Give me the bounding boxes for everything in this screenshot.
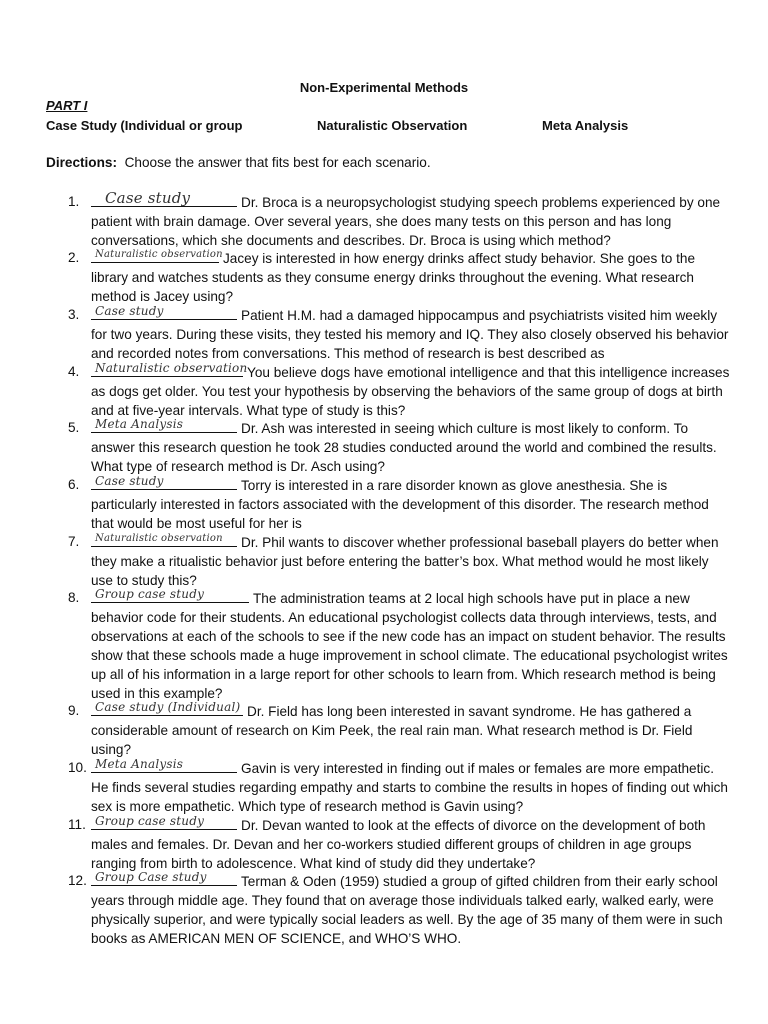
question-text-block	[91, 305, 731, 363]
question-text-block	[91, 248, 731, 306]
question-text-block	[91, 418, 731, 476]
question-text: Dr. Broca is a neuropsychologist studying speech problems experienced by one patient with brain damage. Over several years, she does many tests on this person and has long conversations, which she documents and describes. Dr. Broca is using which method?	[91, 195, 721, 248]
question-text: Gavin is very interested in finding out if males or females are more empathetic. He finds several studies regarding empathy and starts to combine the results in hopes of finding out which sex is more empathetic. Which type of research method is Gavin using?	[91, 761, 728, 814]
part-heading: PART I	[46, 98, 88, 113]
answer-blank[interactable]	[91, 475, 237, 490]
question-text: The administration teams at 2 local high schools have put in place a new behavior code for their students. An educational psychologist collects data through interviews, tests, and observations at each of the schools to see if the new code has an impact on student behavior. The results show that these schools made a huge improvement in school climate. The educational psychologist writes up all of his information in a large report for other schools to learn from. Which research method is being used in this example?	[91, 591, 728, 701]
page-title: Non-Experimental Methods	[299, 80, 469, 95]
question-number: 4.	[68, 364, 80, 379]
handwritten-answer: Naturalistic observation	[95, 533, 223, 544]
answer-blank[interactable]	[91, 815, 237, 830]
directions-text: Choose the answer that fits best for each scenario.	[124, 155, 431, 170]
question-text: Patient H.M. had a damaged hippocampus and psychiatrists visited him weekly for two years. During these visits, they tested his memory and IQ. They also closely observed his behavior and recorded notes from conversations. This method of research is best described as	[91, 308, 729, 361]
handwritten-answer: Meta Analysis	[95, 417, 184, 431]
question-text-block	[91, 815, 731, 873]
directions	[46, 155, 431, 170]
handwritten-answer: Group case study	[95, 814, 205, 828]
handwritten-answer: Group Case study	[95, 870, 207, 884]
question-number: 1.	[68, 194, 80, 209]
question-text-block	[91, 532, 731, 590]
question-text: You believe dogs have emotional intelligence and that this intelligence increases as dogs get older. You test your hypothesis by observing the behaviors of the same group of dogs at birth and at five-year intervals. What type of study is this?	[91, 365, 730, 418]
question-text: Dr. Devan wanted to look at the effects of divorce on the development of both males and females. Dr. Devan and her co-workers studied different groups of children in age groups ranging from birth to adolescence. What kind of study did they undertake?	[91, 818, 706, 871]
answer-blank[interactable]	[91, 871, 237, 886]
method-meta-analysis: Meta Analysis	[542, 118, 629, 133]
question-number: 12.	[68, 873, 87, 888]
handwritten-answer: Case study (Individual)	[95, 700, 241, 714]
handwritten-answer: Case study	[95, 304, 164, 318]
method-naturalistic-observation: Naturalistic Observation	[317, 118, 468, 133]
answer-blank[interactable]	[91, 532, 237, 547]
answer-blank[interactable]	[91, 305, 237, 320]
answer-blank[interactable]	[91, 588, 249, 603]
question-text-block	[91, 588, 731, 703]
question-number: 5.	[68, 420, 80, 435]
question-text: Dr. Phil wants to discover whether professional baseball players do better when they make a ritualistic behavior just before entering the batter’s box. What method would he most likely use to study this?	[91, 535, 719, 588]
question-text: Jacey is interested in how energy drinks affect study behavior. She goes to the library and watches students as they consume energy drinks throughout the evening. What research method is Jacey using?	[91, 251, 696, 304]
question-number: 7.	[68, 534, 80, 549]
handwritten-answer: Naturalistic observation	[95, 361, 248, 375]
question-text: Torry is interested in a rare disorder known as glove anesthesia. She is particularly interested in factors associated with the development of this disorder. The research method that would be most useful for her is	[91, 478, 709, 531]
question-text-block	[91, 871, 731, 948]
handwritten-answer: Meta Analysis	[95, 757, 184, 771]
question-text-block	[91, 362, 731, 420]
question-number: 11.	[68, 817, 86, 832]
question-text: Dr. Field has long been interested in savant syndrome. He has gathered a considerable amount of research on Kim Peek, the real rain man. What research method is Dr. Field using?	[91, 704, 693, 757]
handwritten-answer: Naturalistic observation	[95, 249, 223, 260]
question-text-block	[91, 701, 731, 759]
question-number: 9.	[68, 703, 80, 718]
answer-blank[interactable]	[91, 189, 237, 207]
question-text-block	[91, 758, 731, 816]
question-text-block	[91, 475, 731, 533]
method-case-study: Case Study (Individual or group	[46, 118, 243, 133]
question-number: 10.	[68, 760, 87, 775]
answer-blank[interactable]	[91, 701, 243, 716]
question-number: 6.	[68, 477, 80, 492]
handwritten-answer: Group case study	[95, 587, 205, 601]
question-number: 8.	[68, 590, 80, 605]
answer-blank[interactable]	[91, 248, 223, 263]
question-number: 3.	[68, 307, 80, 322]
handwritten-answer: Case study	[105, 189, 191, 207]
question-number: 2.	[68, 250, 80, 265]
handwritten-answer: Case study	[95, 474, 164, 488]
question-text-block	[91, 189, 731, 250]
answer-blank[interactable]	[91, 361, 248, 377]
directions-label: Directions:	[46, 155, 118, 170]
question-text: Dr. Ash was interested in seeing which culture is most likely to conform. To answer this research question he took 28 studies conducted around the world and combined the results. What type of research method is Dr. Asch using?	[91, 421, 717, 474]
answer-blank[interactable]	[91, 418, 237, 433]
answer-blank[interactable]	[91, 758, 237, 773]
question-text: Terman & Oden (1959) studied a group of gifted children from their early school years through middle age. They found that on average those individuals talked early, walked early, were physically superior, and were typically social leaders as well. By the age of 35 many of them were in such books as AMERICAN MEN OF SCIENCE, and WHO’S WHO.	[91, 874, 723, 946]
